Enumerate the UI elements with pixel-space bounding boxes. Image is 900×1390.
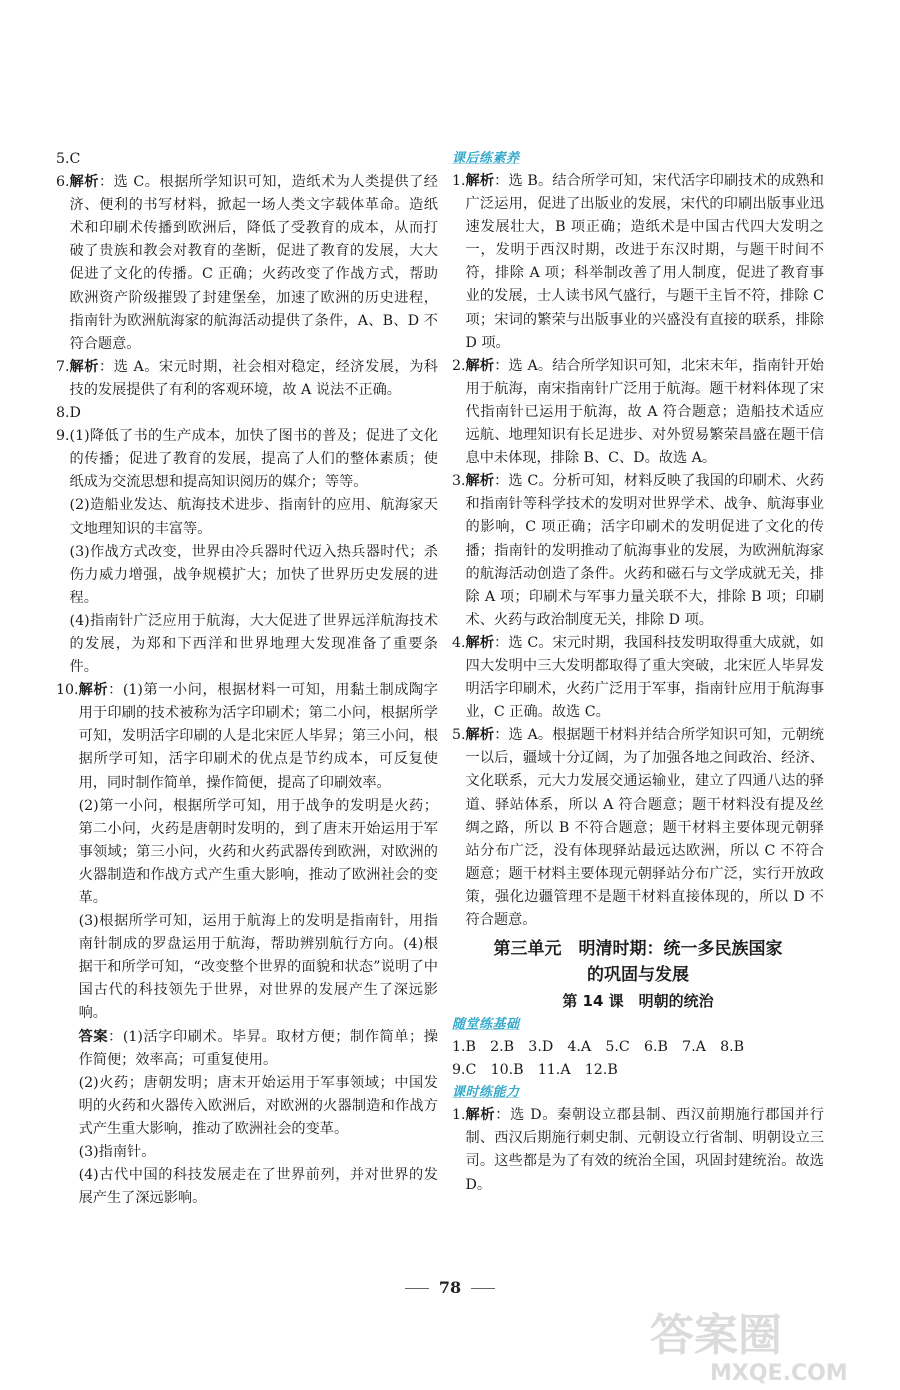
section-label-after-class: 课后练素养 [452,151,520,166]
item-number: 9. [56,428,70,445]
item-body: 解析：选 C。宋元时期，我国科技发明取得重大成就，如四大发明中三大发明都取得了重大突破，北宋匠人毕昇发明活字印刷术，火药广泛用于军事，指南针应用于航海事业，C 正确。故选 C。 [465,634,824,721]
analysis-paragraph: (2)第一小问，根据所学可知，用于战争的发明是火药；第二小问，火药是唐朝时发明的，到了唐末开始运用于军事领域；第三小问，火药和火药武器传到欧洲，对欧洲的火器制造和作战方式产生重大影响，推动了欧洲社会的变革。 [78,797,438,906]
analysis-label: 解析 [69,358,99,375]
answer-item-8 [56,402,438,425]
item-body: 解析：选 B。结合所学可知，宋代活字印刷技术的成熟和广泛运用，促进了出版业的发展，宋代的印刷出版事业迅速发展壮大，B 项正确；造纸术是中国古代四大发明之一，发明于西汉时期，改进于东汉时期，与题干时间不符，排除 A 项；科举制改善了用人制度，促进了教育事业的发展，士人读书风气盛行，与题干主旨不符，排除 C 项；宋词的繁荣与出版事业的兴盛没有直接的联系，排除 D 项。 [465,173,824,351]
answer-item-r3 [452,470,824,632]
analysis-text: ：选 A。宋元时期，社会相对稳定，经济发展，为科技的发展提供了有利的客观环境，故 A 说法不正确。 [69,358,438,398]
unit-title-line: 的巩固与发展 [587,965,689,986]
analysis-label: 解析 [465,173,495,189]
answer-paragraph: (3)指南针。 [78,1144,156,1161]
unit-title-line: 第三单元 明清时期：统一多民族国家 [493,939,783,960]
item-text: D [69,405,81,422]
watermark-logo [640,1300,890,1385]
item-body: 解析：选 C。分析可知，材料反映了我国的印刷术、火药和指南针等科学技术的发明对世界学术、战争、航海事业的影响，C 项正确；活字印刷术的发明促进了文化的传播；指南针的发明推动了航海事业的发展，为欧洲航海家的航海活动创造了条件。火药和磁石与文学成就无关，排除 A 项；印刷术与军事力量关联不大，排除 B 项；印刷术、火药与政治制度无关，排除 D 项。 [465,473,824,628]
item-body [79,679,438,1210]
answer-item-6 [56,171,438,356]
lesson-title: 第 14 课 明朝的统治 [562,992,714,1011]
watermark-url: MXQE.COM [710,1361,848,1385]
section-label-in-class: 随堂练基础 [452,1017,520,1033]
item-number: 8. [56,405,70,422]
section-label-lesson: 课时练能力 [452,1085,520,1101]
answer-paragraph: (2)造船业发达、航海技术进步、指南针的应用、航海家天文地理知识的丰富等。 [69,497,438,537]
answer-item-c1 [452,1104,824,1196]
answer-paragraph: (4)指南针广泛应用于航海，大大促进了世界远洋航海技术的发展，为郑和下西洋和世界地理大发现准备了重要条件。 [69,612,438,676]
analysis-label: 解析 [465,634,495,651]
right-column [452,148,824,1197]
divider [405,1288,429,1289]
item-body [70,356,438,402]
analysis-label: 解析 [465,473,495,490]
item-body [70,425,438,679]
unit-title [452,936,824,988]
item-number: 2. [452,357,466,374]
answer-paragraph: (1)降低了书的生产成本，加快了图书的普及；促进了文化的传播；促进了教育的发展，提高了人们的整体素质；使纸成为交流思想和提高知识阅历的媒介；等等。 [69,428,438,491]
answer-item-9 [56,425,438,679]
answer-paragraph: (2)火药；唐朝发明；唐末开始运用于军事领域；中国发明的火药和火器传入欧洲后，对欧洲的火器制造和作战方式产生重大影响，推动了欧洲社会的变革。 [78,1074,438,1137]
item-number: 5. [56,151,70,167]
answer-item-r5 [452,724,824,932]
item-number: 10. [56,682,79,699]
item-number: 7. [56,358,70,375]
analysis-label: 解析 [465,1107,496,1124]
item-number: 1. [452,1107,466,1124]
page-number: 78 [0,1278,900,1297]
item-body: 解析：选 D。秦朝设立郡县制、西汉前期施行郡国并行制、西汉后期施行刺史制、元朝设立行省制、明朝设立三司。这些都是为了有效的统治全国，巩固封建统治。故选 D。 [465,1107,824,1193]
analysis-label: 解析 [69,174,99,191]
answer-paragraph: 答案：(1)活字印刷术。毕昇。取材方便；制作简单；操作简便；效率高；可重复使用。 [78,1028,438,1068]
answer-item-7 [56,356,438,402]
answer-item-5 [56,148,438,171]
answer-paragraph: (3)作战方式改变，世界由冷兵器时代迈入热兵器时代；杀伤力威力增强，战争规模扩大；加快了世界历史发展的进程。 [69,543,438,606]
left-column [56,148,438,1210]
answer-key-row: 1.B 2.B 3.D 4.A 5.C 6.B 7.A 8.B [452,1039,745,1056]
item-number: 6. [56,174,70,191]
answer-key-row: 9.C 10.B 11.A 12.B [452,1062,618,1079]
analysis-label: 解析 [465,357,495,374]
analysis-paragraph: (3)根据所学可知，运用于航海上的发明是指南针，用指南针制成的罗盘运用于航海，帮助辨别航行方向。(4)根据干和所学可知，“改变整个世界的面貌和状态”说明了中国古代的科技领先于世界，对世界的发展产生了深远影响。 [78,913,438,1022]
answer-paragraph: (4)古代中国的科技发展走在了世界前列，并对世界的发展产生了深远影响。 [78,1167,438,1207]
analysis-text: ：选 C。根据所学知识可知，造纸术为人类提供了经济、便利的书写材料，掀起一场人类文字载体革命。造纸术和印刷术传播到欧洲后，降低了受教育的成本，从而打破了贵族和教会对教育的垄断，促进了教育的发展，大大促进了文化的传播。C 正确；火药改变了作战方式，帮助欧洲资产阶级摧毁了封建堡垒，加速了欧洲的历史进程，指南针为欧洲航海家的航海活动提供了条件，A、B、D 不符合题意。 [69,174,438,352]
answer-item-10 [56,679,438,1210]
analysis-label: 解析 [78,682,109,699]
analysis-paragraph: 解析：(1)第一小问，根据材料一可知，用黏土制成陶字用于印刷的技术被称为活字印刷术；第二小问，根据所学可知，发明活字印刷的人是北宋匠人毕昇；第三小问，根据所学可知，活字印刷术的优点是节约成本，可反复使用，同时制作简单，操作简便，提高了印刷效率。 [78,682,438,791]
item-body: 解析：选 A。结合所学知识可知，北宋末年，指南针开始用于航海，南宋指南针广泛用于航海。题干材料体现了宋代指南针已运用于航海，故 A 符合题意；造船技术适应远航、地理知识有长足进步、对外贸易繁荣昌盛在题干信息中未体现，排除 B、C、D。故选 A。 [465,357,824,467]
item-body [70,171,438,356]
analysis-label: 解析 [465,727,495,744]
item-number: 1. [452,173,466,189]
divider [471,1288,495,1289]
item-body: 解析：选 A。根据题干材料并结合所学知识可知，元朝统一以后，疆域十分辽阔，为了加强各地之间政治、经济、文化联系，元大力发展交通运输业，建立了四通八达的驿道、驿站体系，所以 A 符合题意；题干材料没有提及丝绸之路，所以 B 不符合题意；题干材料主要体现元朝驿站分布广泛，没有体现驿站最远达欧洲，所以 C 不符合题意；题干材料主要体现元朝驿站分布广泛，实行开放政策，强化边疆管理不是题干材料直接体现的，所以 D 不符合题意。 [465,727,824,928]
answer-item-r4 [452,632,824,724]
item-number: 4. [452,634,466,651]
watermark-text: 答案圈 [650,1310,782,1361]
answer-label: 答案 [78,1028,109,1045]
answer-item-r1 [452,170,824,355]
item-number: 5. [452,727,466,744]
item-number: 3. [452,473,466,490]
answer-item-r2 [452,355,824,470]
item-text: C [69,151,81,167]
